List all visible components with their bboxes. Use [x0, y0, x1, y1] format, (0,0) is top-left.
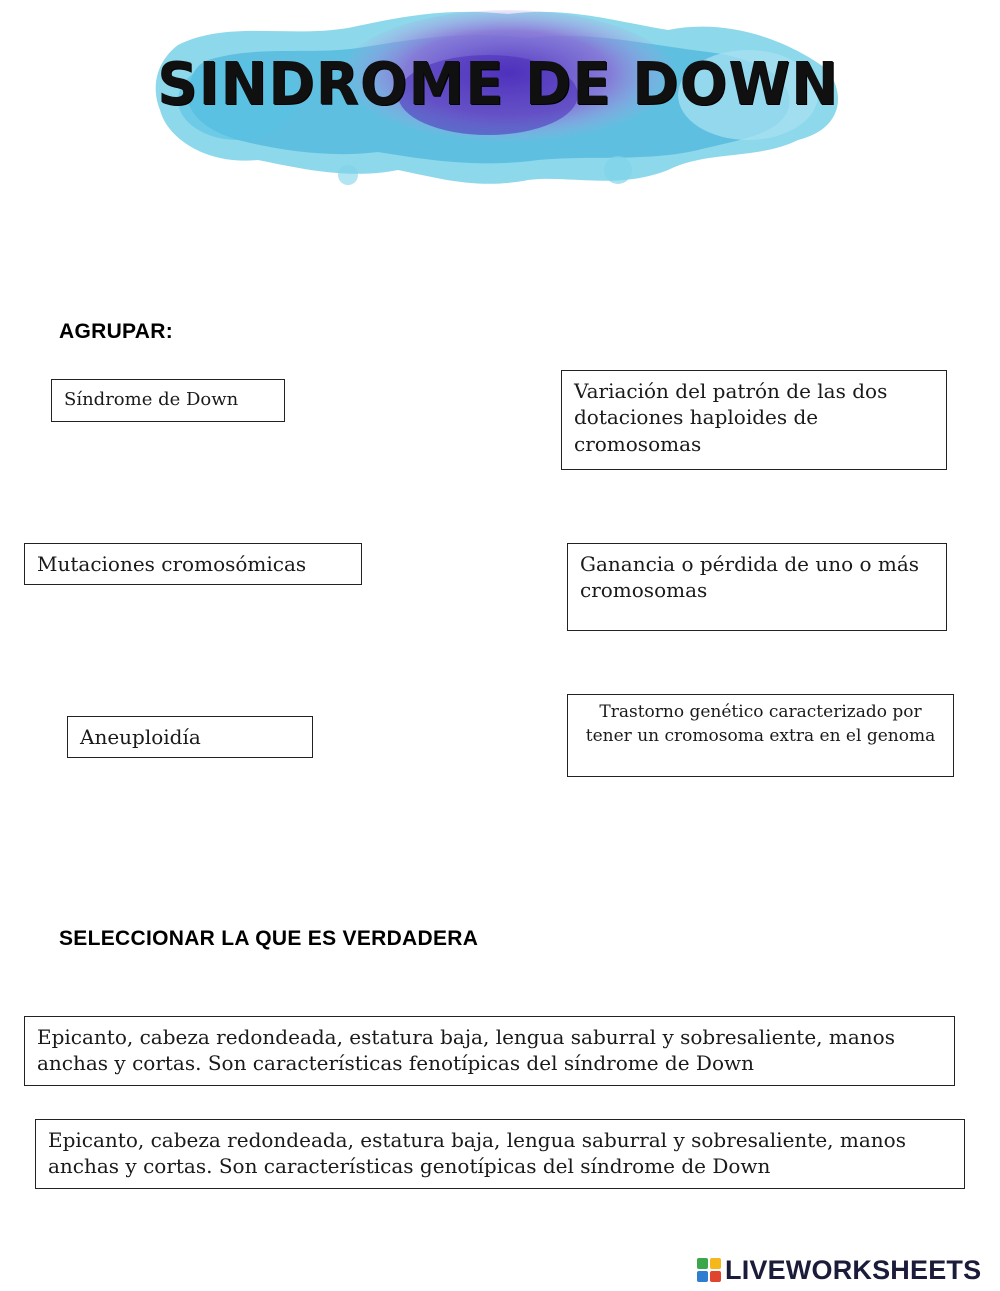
- term-card-aneuploidia[interactable]: Aneuploidía: [67, 716, 313, 758]
- definition-card-trastorno-genetico[interactable]: Trastorno genético caracterizado por tener un cromosoma extra en el genoma: [567, 694, 954, 777]
- term-card-mutaciones-cromosomicas[interactable]: Mutaciones cromosómicas: [24, 543, 362, 585]
- logo-text: LIVEWORKSHEETS: [725, 1254, 982, 1285]
- definition-card-variacion[interactable]: Variación del patrón de las dos dotaciones haploides de cromosomas: [561, 370, 947, 470]
- title-banner: [148, 0, 848, 195]
- term-card-sindrome-de-down[interactable]: Síndrome de Down: [51, 379, 285, 422]
- logo-blocks-icon: [697, 1258, 721, 1282]
- definition-card-ganancia-perdida[interactable]: Ganancia o pérdida de uno o más cromosomas: [567, 543, 947, 631]
- liveworksheets-logo: [697, 1254, 981, 1286]
- group-heading: AGRUPAR:: [59, 320, 174, 343]
- select-heading: SELECCIONAR LA QUE ES VERDADERA: [59, 927, 479, 950]
- option-card-genotipicas[interactable]: Epicanto, cabeza redondeada, estatura baja, lengua saburral y sobresaliente, manos anchas y cortas. Son características genotípicas del síndrome de Down: [35, 1119, 965, 1189]
- option-card-fenotipicas[interactable]: Epicanto, cabeza redondeada, estatura baja, lengua saburral y sobresaliente, manos anchas y cortas. Son características fenotípicas del síndrome de Down: [24, 1016, 955, 1086]
- page-title: SINDROME DE DOWN: [157, 50, 839, 119]
